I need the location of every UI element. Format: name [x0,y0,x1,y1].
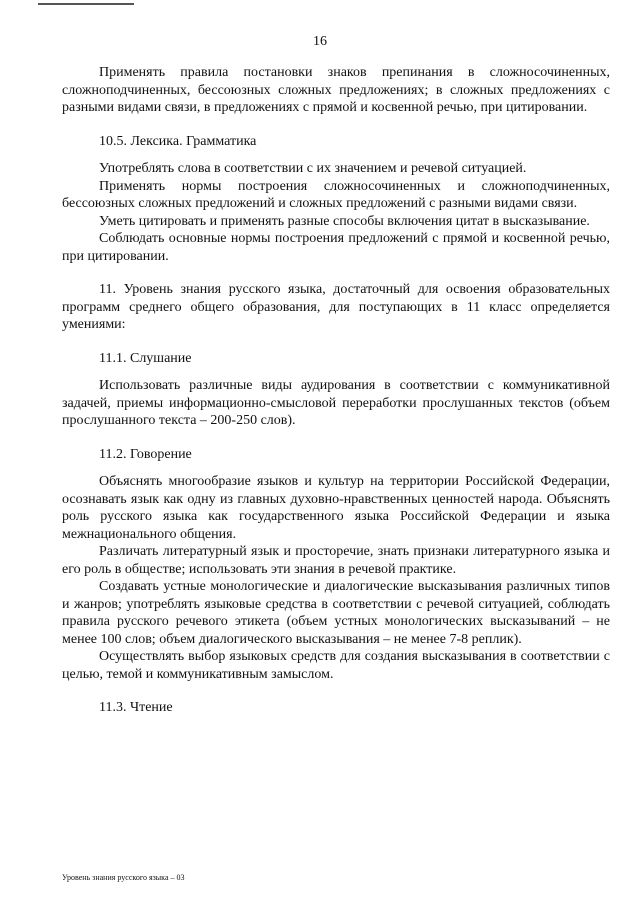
paragraph-listening: Использовать различные виды аудирования в соответствии с коммуникативной задачей, приемы информационно-смысловой переработки прослушанных текстов (объем прослушанного текста – 200-250 слов). [62,378,610,428]
paragraph-oral-statements: Создавать устные монологические и диалогические высказывания различных типов и жанров; употреблять языковые средства в соответствии с речевой ситуацией, соблюдать правила русского речевого этикета (объем устных монологических высказываний – не менее 100 слов; объем диалогического высказывания – не менее 7-8 реплик). [62,579,610,647]
paragraph-punctuation-rules: Применять правила постановки знаков препинания в сложносочиненных, сложноподчиненных, бессоюзных сложных предложениях; в сложных предложениях с разными видами связи, в предложениях с прямой и косвенной речью, при цитировании. [62,65,610,115]
paragraph-citing: Уметь цитировать и применять разные способы включения цитат в высказывание. [99,213,590,229]
paragraph-direct-speech: Соблюдать основные нормы построения предложений с прямой и косвенной речью, при цитировании. [62,231,610,264]
section-heading-11-1: 11.1. Слушание [99,350,192,366]
paragraph-literary-language: Различать литературный язык и просторечие, знать признаки литературного языка и его роль в обществе; использовать эти знания в речевой практике. [62,544,610,577]
paragraph-word-usage: Употреблять слова в соответствии с их значением и речевой ситуацией. [99,161,527,176]
document-body [62,64,610,727]
section-heading-11-3: 11.3. Чтение [99,700,173,715]
top-edge-line [38,3,134,5]
paragraph-sentence-norms: Применять нормы построения сложносочиненных и сложноподчиненных, бессоюзных сложных предложений и сложных предложений с разными видами связи. [62,178,610,211]
page-footer: Уровень знания русского языка – 03 [62,873,185,882]
paragraph-language-means: Осуществлять выбор языковых средств для создания высказывания в соответствии с целью, темой и коммуникативным замыслом. [62,649,610,682]
paragraph-section-11-intro: 11. Уровень знания русского языка, достаточный для освоения образовательных программ среднего общего образования, для поступающих в 11 класс определяется умениями: [62,282,610,332]
section-heading-10-5: 10.5. Лексика. Грамматика [99,133,257,149]
paragraph-languages-cultures: Объяснять многообразие языков и культур на территории Российской Федерации, осознавать язык как одну из главных духовно-нравственных ценностей народа. Объяснять роль русского языка как государственного языка Российской Федерации и языка межнационального общения. [62,474,610,542]
section-heading-11-2: 11.2. Говорение [99,446,192,462]
page-number: 16 [313,34,327,49]
